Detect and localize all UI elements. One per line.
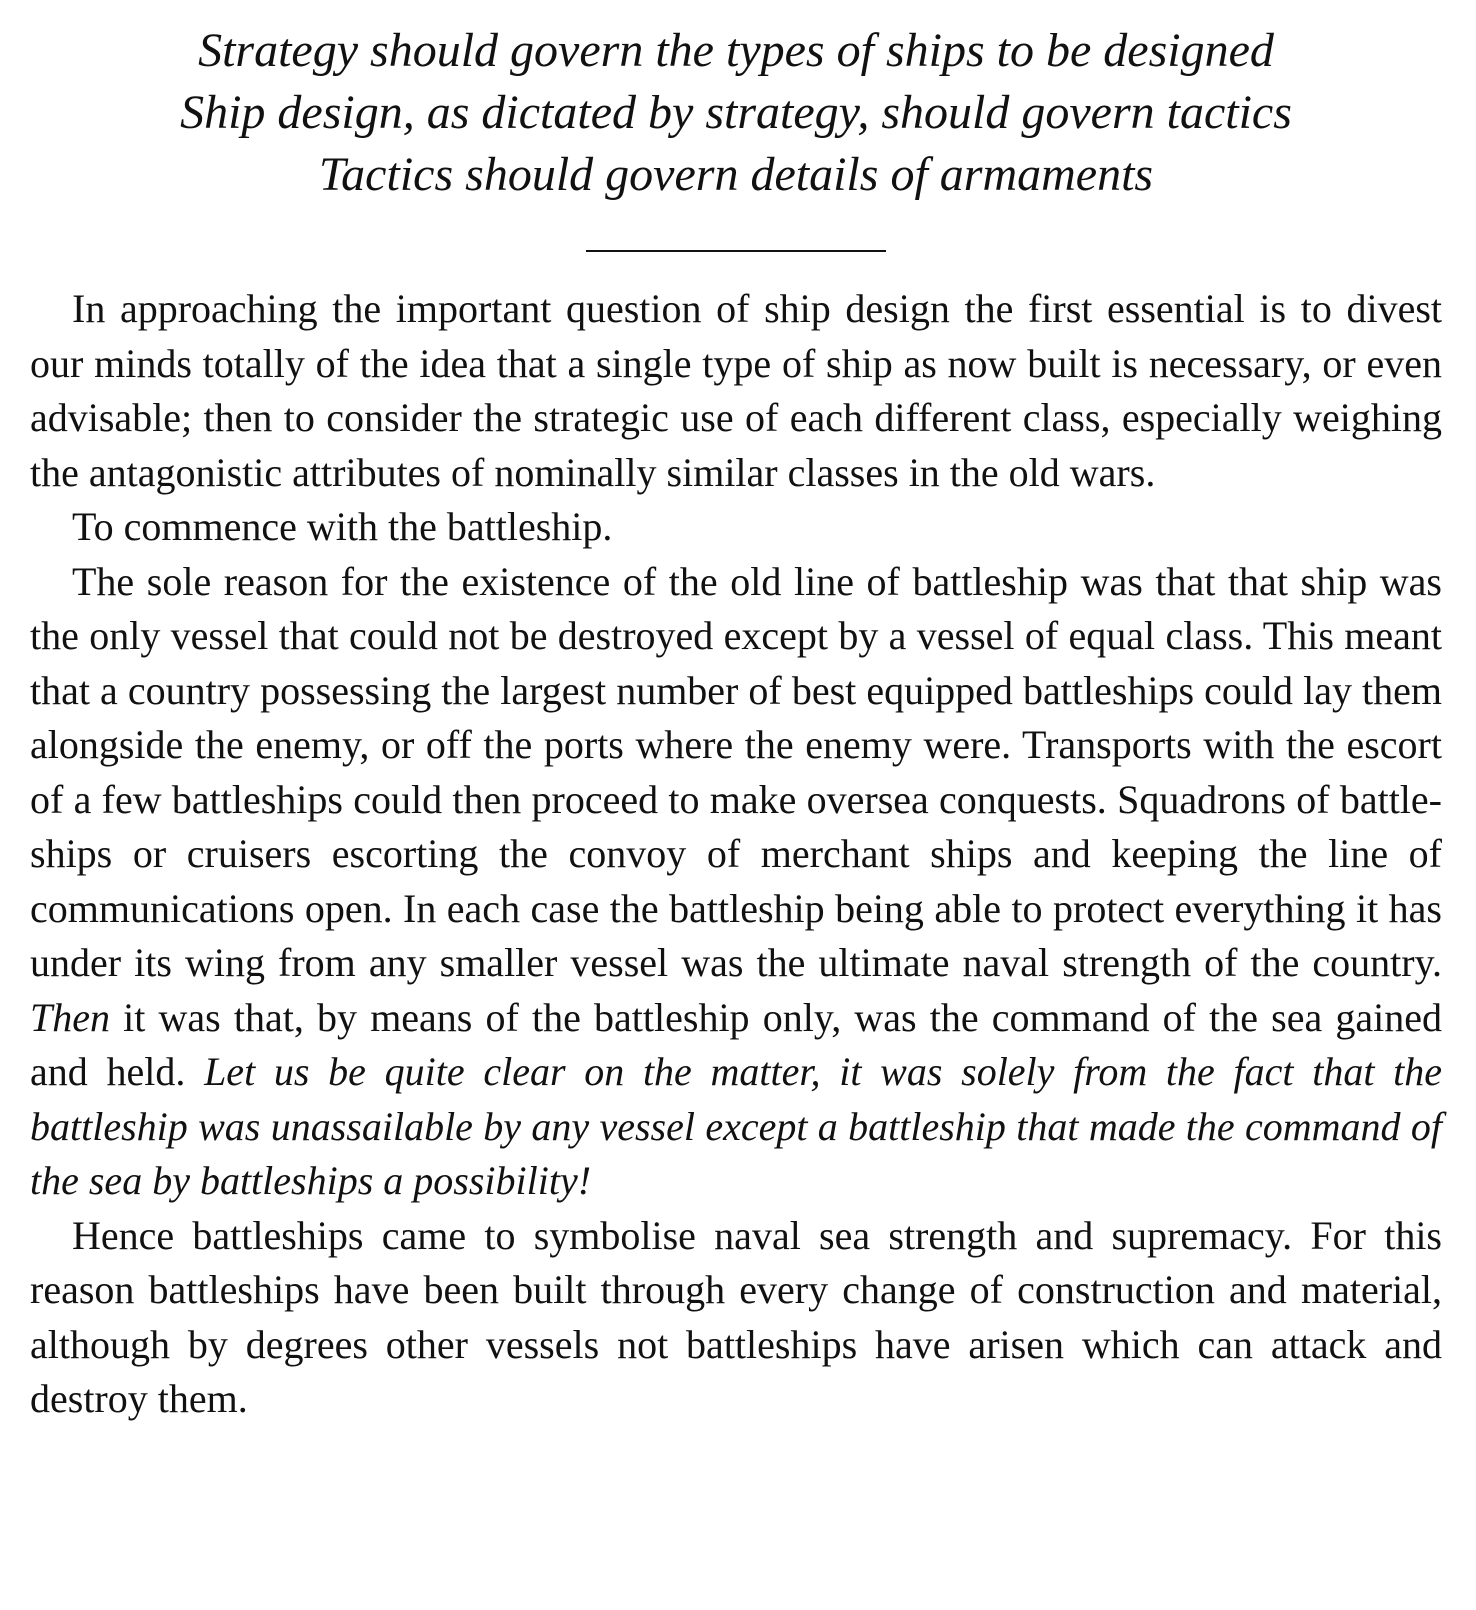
epigraph-line-1: Strategy should govern the types of ships to be designed [198,24,1274,77]
epigraph [30,20,1442,206]
paragraph-3-emphasis-statement: Let us be quite clear on the matter, it was solely from the fact that the battleship was unassailable by any vessel except a battleship that made the command of the sea by battleships a possibility! [30,1049,1443,1203]
paragraph-3 [30,555,1442,1209]
epigraph-line-3: Tactics should govern details of armaments [318,148,1154,201]
paragraph-2: To commence with the battleship. [72,504,613,549]
paragraph-1: In approaching the important question of ship design the first essential is to divest our minds totally of the idea that a single type of ship as now built is necessary, or even advisable; then to consider the strategic use of each different class, especially weighing the antagonistic attributes of nominally similar classes in the old wars. [30,286,1442,495]
paragraph-3-emphasis-then: Then [30,994,110,1040]
separator-rule [586,250,886,252]
paragraph-3-text-a: The sole reason for the existence of the old line of battleship was that that ship was the only vessel that could not be destroyed except by a vessel of equal class. This meant that a country possessing the largest number of best equipped battleships could lay them alongside the enemy, or off the ports where the enemy were. Transports with the escort of a few battleships could then proceed to make oversea conquests. Squadrons of battleships or cruisers escorting the convoy of merchant ships and keeping the line of communications open. In each case the battleship being able to protect everything it has under its wing from any smaller vessel was the ultimate naval strength of the country. [30,558,1442,985]
paragraph-3-text-b: it was that, by means of the battleship only, was the command of the sea gained and held. [30,994,1442,1094]
paragraph-4: Hence battleships came to symbolise naval sea strength and supremacy. For this reason battleships have been built through every change of construction and material, although by degrees other vessels not battleships have arisen which can attack and destroy them. [30,1212,1442,1421]
epigraph-line-2: Ship design, as dictated by strategy, should govern tactics [180,86,1292,139]
body-text [30,282,1442,1427]
page [30,20,1442,1427]
